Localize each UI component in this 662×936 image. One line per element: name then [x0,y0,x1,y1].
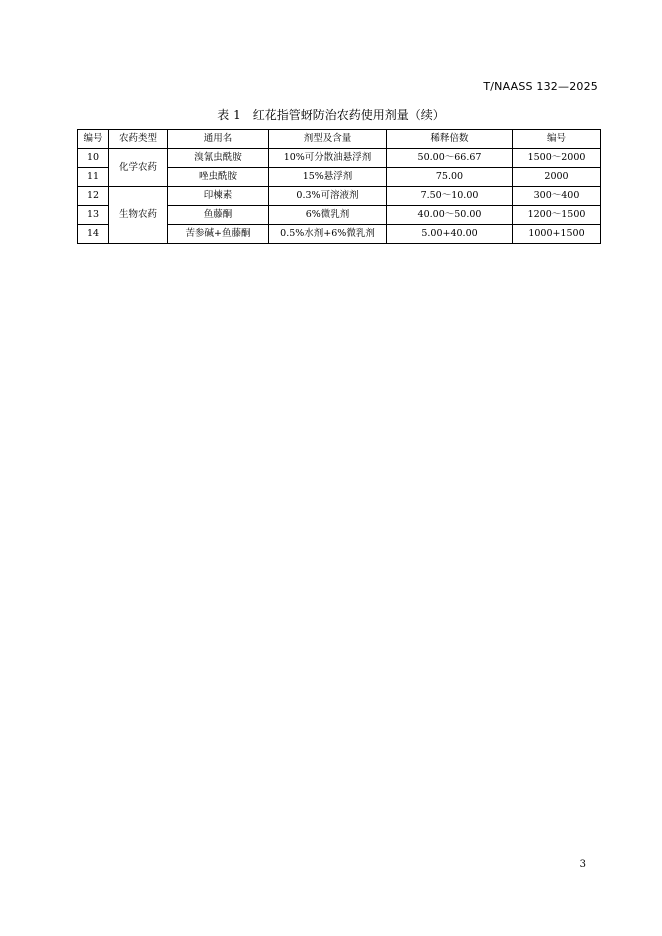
column-header: 编号 [78,130,109,149]
common-name: 唑虫酰胺 [168,168,269,187]
page-number: 3 [579,859,586,870]
common-name: 苦参碱+鱼藤酮 [168,225,269,244]
formulation: 10%可分散油悬浮剂 [269,149,387,168]
standard-code: T/NAASS 132—2025 [483,80,598,93]
dose-value: 5.00+40.00 [387,225,513,244]
formulation: 0.3%可溶液剂 [269,187,387,206]
column-header: 通用名 [168,130,269,149]
common-name: 鱼藤酮 [168,206,269,225]
common-name: 印楝素 [168,187,269,206]
pesticide-type: 生物农药 [109,187,168,244]
dose-value: 50.00～66.67 [387,149,513,168]
row-number: 11 [78,168,109,187]
table-header-row [78,130,601,149]
row-number: 10 [78,149,109,168]
dilution-value: 1000+1500 [513,225,601,244]
table-row [78,187,601,206]
dose-value: 40.00～50.00 [387,206,513,225]
dose-value: 7.50～10.00 [387,187,513,206]
table-row [78,149,601,168]
column-header: 剂型及含量 [269,130,387,149]
common-name: 溴氰虫酰胺 [168,149,269,168]
dilution-value: 300～400 [513,187,601,206]
column-header: 农药类型 [109,130,168,149]
formulation: 15%悬浮剂 [269,168,387,187]
dilution-value: 2000 [513,168,601,187]
row-number: 12 [78,187,109,206]
pesticide-table [77,129,601,244]
column-header: 稀释倍数 [387,130,513,149]
pesticide-type: 化学农药 [109,149,168,187]
column-header: 编号 [513,130,601,149]
dose-value: 75.00 [387,168,513,187]
dilution-value: 1200～1500 [513,206,601,225]
table-caption: 表 1 红花指管蚜防治农药使用剂量（续） [217,108,445,122]
formulation: 0.5%水剂+6%微乳剂 [269,225,387,244]
row-number: 14 [78,225,109,244]
dilution-value: 1500～2000 [513,149,601,168]
formulation: 6%微乳剂 [269,206,387,225]
row-number: 13 [78,206,109,225]
